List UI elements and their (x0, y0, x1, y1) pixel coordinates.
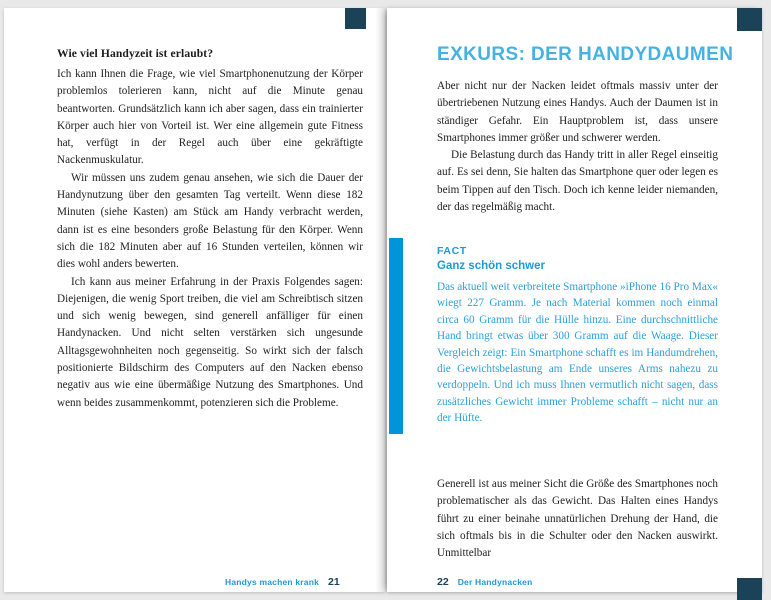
fact-title: Ganz schön schwer (437, 260, 546, 272)
left-page (4, 8, 385, 592)
corner-marker-right-top (737, 8, 762, 31)
right-page-intro (437, 78, 718, 216)
corner-marker-left-top (345, 8, 366, 29)
gutter-shadow (375, 8, 385, 592)
chapter-label: Handys machen krank (225, 577, 320, 587)
section-heading: Wie viel Handyzeit ist erlaubt? (57, 47, 214, 60)
body-paragraph: Aber nicht nur der Nacken leidet oftmals massiv unter der übertriebenen Nutzung eines Handys. Auch der Daumen ist in ständiger Gefahr. Ein Hauptproblem ist, dass unsere Smartphones immer größer und schwerer werden. (437, 80, 718, 144)
fact-label: FACT (437, 245, 467, 257)
corner-marker-right-bottom (737, 578, 762, 600)
body-paragraph: Die Belastung durch das Handy tritt in aller Regel einseitig auf. Es sei denn, Sie halten das Smartphone quer oder legen es beim Tippen auf den Tisch. Doch ich kenne leider niemanden, der das regelmäßig macht. (437, 149, 718, 214)
page-number: 21 (328, 576, 340, 588)
right-page (387, 8, 762, 592)
fact-box (437, 245, 718, 427)
body-paragraph: Ich kann aus meiner Erfahrung in der Praxis Folgendes sagen: Diejenigen, die wenig Sport treiben, die viel am Schreibtisch sitzen und sich wenig bewegen, sind generell anfälliger für einen Handynacken. Und nicht selten verstärken sich ungesunde Alltagsgewohnheiten noch gegenseitig. So wirkt sich der falsch positionierte Bildschirm des Computers auf den Nacken ebenso negativ aus wie eine übermäßige Nutzung des Smartphones. Und wenn beides zusammenkommt, potenzieren sich die Probleme. (57, 275, 363, 409)
chapter-label: Der Handynacken (457, 577, 533, 587)
fact-body-text: Das aktuell weit verbreitete Smartphone »iPhone 16 Pro Max« wiegt 227 Gramm. Je nach Material kommen noch einmal circa 60 Gramm für die Hülle hinzu. Eine durchschnittliche Hand bringt etwas über 300 Gramm auf die Waage. Dieser Vergleich zeigt: Ein Smartphone schafft es im Handumdrehen, die Gewichtsbelastung am Ende unseres Arms nahezu zu verdoppeln. Und ich muss Ihnen vermutlich nicht sagen, dass zusätzliches Gewicht immer Probleme schafft – nicht nur an der Hüfte. (437, 281, 718, 425)
body-paragraph: Wir müssen uns zudem genau ansehen, wie sich die Dauer der Handynutzung über den gesamten Tag verteilt. Wenn diese 182 Minuten (siehe Kasten) am Stück am Handy verbracht werden, dann ist es eine besonders große Belastung für den Körper. Wenn sich die 182 Minuten aber auf 16 Stunden verteilen, können wir dies wohl anders bewerten. (57, 171, 363, 271)
right-page-closing (437, 476, 718, 562)
body-paragraph: Generell ist aus meiner Sicht die Größe des Smartphones noch problematischer als das Gewicht. Das Halten eines Handys führt zu einer beinahe unnatürlichen Drehung der Hand, die sich oftmals bis in die Schulter oder den Nacken auswirkt. Unmittelbar (437, 478, 718, 560)
right-page-footer (437, 572, 533, 590)
page-number: 22 (437, 576, 449, 588)
exkurs-heading: EXKURS: DER HANDYDAUMEN (437, 44, 734, 65)
fact-accent-bar (389, 238, 403, 434)
body-paragraph: Ich kann Ihnen die Frage, wie viel Smartphonenutzung der Körper problemlos tolerieren kann, nicht auf die Minute genau beantworten. Grundsätzlich kann ich aber sagen, dass ein trainierter Körper auch hier von Vorteil ist. Wer eine allgemein gute Fitness hat, verfügt in der Regel auch über eine gekräftigte Nackenmuskulatur. (57, 68, 363, 167)
left-page-content (57, 47, 363, 412)
left-page-footer (225, 572, 340, 590)
